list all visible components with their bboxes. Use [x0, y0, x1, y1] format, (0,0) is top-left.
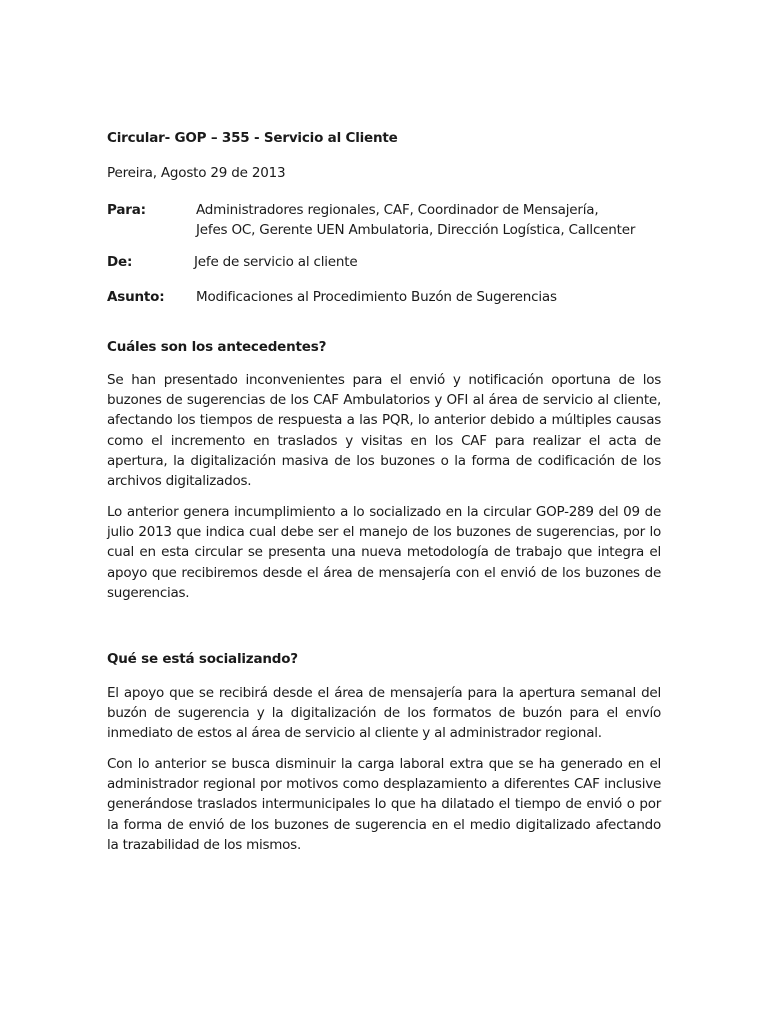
field-para-line: Administradores regionales, CAF, Coordinador de Mensajería, — [196, 202, 599, 218]
field-para-label: Para: — [107, 202, 146, 218]
body-paragraph: El apoyo que se recibirá desde el área de mensajería para la apertura semanal del buzón de sugerencia y la digitalización de los formatos de buzón para el envío inmediato de estos al área de servicio al cliente y al administrador regional. — [107, 685, 661, 742]
field-para-value — [196, 200, 635, 240]
section-heading: Qué se está socializando? — [107, 651, 298, 667]
field-de — [107, 252, 667, 272]
field-para-line: Jefes OC, Gerente UEN Ambulatoria, Dirección Logística, Callcenter — [196, 222, 636, 238]
field-de-value: Jefe de servicio al cliente — [194, 254, 358, 270]
body-paragraph: Lo anterior genera incumplimiento a lo socializado en la circular GOP-289 del 09 de julio 2013 que indica cual debe ser el manejo de los buzones de sugerencias, por lo cual en esta circular se presenta una nueva metodología de trabajo que integra el apoyo que recibiremos desde el área de mensajería con el envió de los buzones de sugerencias. — [107, 504, 661, 601]
field-asunto — [107, 287, 667, 307]
field-para — [107, 200, 667, 240]
field-asunto-label: Asunto: — [107, 289, 165, 305]
field-de-label: De: — [107, 254, 133, 270]
document-title: Circular- GOP – 355 - Servicio al Cliente — [107, 130, 398, 146]
body-paragraph: Con lo anterior se busca disminuir la carga laboral extra que se ha generado en el administrador regional por motivos como desplazamiento a diferentes CAF inclusive generándose traslados intermunicipales lo que ha dilatado el tiempo de envió o por la forma de envió de los buzones de sugerencia en el medio digitalizado afectando la trazabilidad de los mismos. — [107, 756, 661, 853]
section-heading: Cuáles son los antecedentes? — [107, 339, 327, 355]
document-dateline: Pereira, Agosto 29 de 2013 — [107, 165, 286, 181]
field-asunto-value: Modificaciones al Procedimiento Buzón de Sugerencias — [196, 289, 557, 305]
body-paragraph: Se han presentado inconvenientes para el envió y notificación oportuna de los buzones de sugerencias de los CAF Ambulatorios y OFI al área de servicio al cliente, afectando los tiempos de respuesta a las PQR, lo anterior debido a múltiples causas como el incremento en traslados y visitas en los CAF para realizar el acta de apertura, la digitalización masiva de los buzones o la forma de codificación de los archivos digitalizados. — [107, 372, 661, 490]
